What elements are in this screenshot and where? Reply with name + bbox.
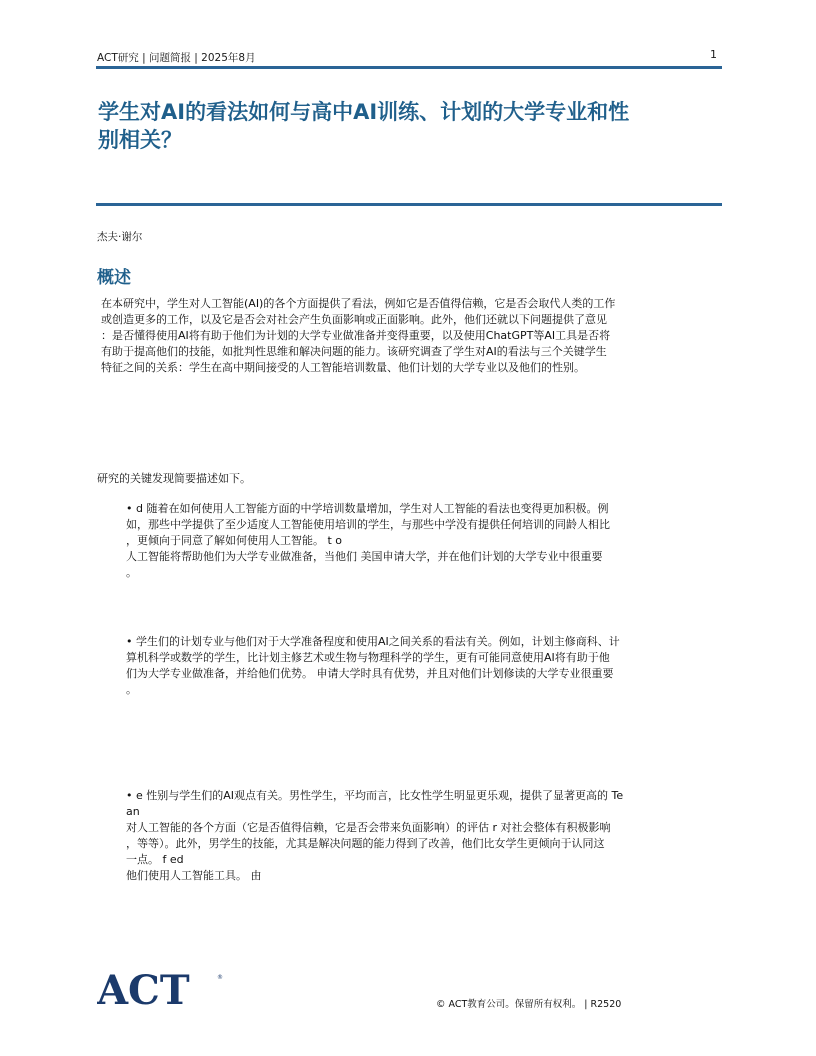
bullet-line: 。 (126, 566, 137, 579)
overview-heading: 概述 (97, 268, 131, 288)
finding-bullet-gender (126, 788, 726, 884)
bullet-line: 算机科学或数学的学生，比计划主修艺术或生物与物理科学的学生，更有可能同意使用AI将有助于他 (126, 651, 610, 664)
bullet-line: 人工智能将帮助他们为大学专业做准备，当他们 美国申请大学，并在他们计划的大学专业中很重要 (126, 550, 603, 563)
overview-line: 或创造更多的工作，以及它是否会对社会产生负面影响或正面影响。此外，他们还就以下问题提供了意见 (101, 313, 607, 326)
header-rule (96, 66, 722, 69)
bullet-line: 对人工智能的各个方面（它是否值得信赖，它是否会带来负面影响）的评估 r 对社会整体有积极影响 (126, 821, 611, 834)
running-header: ACT研究 | 问题简报 | 2025年8月 (97, 52, 256, 64)
title-rule (96, 203, 722, 206)
act-logo (97, 969, 225, 1011)
overview-line: 特征之间的关系：学生在高中期间接受的人工智能培训数量、他们计划的大学专业以及他们的性别。 (101, 361, 585, 374)
overview-line: 有助于提高他们的技能，如批判性思维和解决问题的能力。该研究调查了学生对AI的看法与三个关键学生 (101, 345, 607, 358)
bullet-line: 一点。 f ed (126, 853, 184, 866)
bullet-line: ，更倾向于同意了解如何使用人工智能。 t o (126, 534, 343, 547)
bullet-line: 如，那些中学提供了至少适度人工智能使用培训的学生，与那些中学没有提供任何培训的同龄人相比 (126, 518, 610, 531)
author-name: 杰夫·谢尔 (97, 231, 143, 243)
bullet-line: • 学生们的计划专业与他们对于大学准备程度和使用AI之间关系的看法有关。例如，计划主修商科、计 (126, 635, 620, 648)
act-logo-text: ACT (97, 969, 190, 1011)
title-line-2: 别相关？ (98, 128, 182, 152)
title-line-1: 学生对AI的看法如何与高中AI训练、计划的大学专业和性 (98, 100, 630, 124)
bullet-line: 。 (126, 683, 137, 696)
bullet-line: ，等等）。此外，男学生的技能，尤其是解决问题的能力得到了改善，他们比女学生更倾向于认同这 (126, 837, 605, 850)
svg-text:®: ® (217, 974, 223, 981)
bullet-line: • e 性别与学生们的AI观点有关。男性学生，平均而言，比女性学生明显更乐观，提供了显著更高的 Te (126, 789, 624, 802)
page-number: 1 (710, 48, 717, 61)
overview-line: ：是否懂得使用AI将有助于他们为计划的大学专业做准备并变得重要，以及使用ChatGPT等AI工具是否将 (101, 329, 611, 342)
copyright-notice: © ACT教育公司。保留所有权利。 | R2520 (436, 999, 622, 1010)
finding-bullet-major (126, 634, 726, 698)
bullet-line: an (126, 805, 140, 818)
document-title (98, 98, 718, 154)
bullet-line: 们为大学专业做准备，并给他们优势。 申请大学时具有优势，并且对他们计划修读的大学专业很重要 (126, 667, 614, 680)
finding-bullet-training (126, 501, 726, 581)
overview-paragraph (101, 296, 723, 376)
findings-intro: 研究的关键发现简要描述如下。 (97, 472, 251, 485)
bullet-line: • d 随着在如何使用人工智能方面的中学培训数量增加，学生对人工智能的看法也变得更加积极。例 (126, 502, 609, 515)
bullet-line: 他们使用人工智能工具。 由 (126, 869, 262, 882)
overview-line: 在本研究中，学生对人工智能(AI)的各个方面提供了看法，例如它是否值得信赖，它是否会取代人类的工作 (101, 297, 616, 310)
